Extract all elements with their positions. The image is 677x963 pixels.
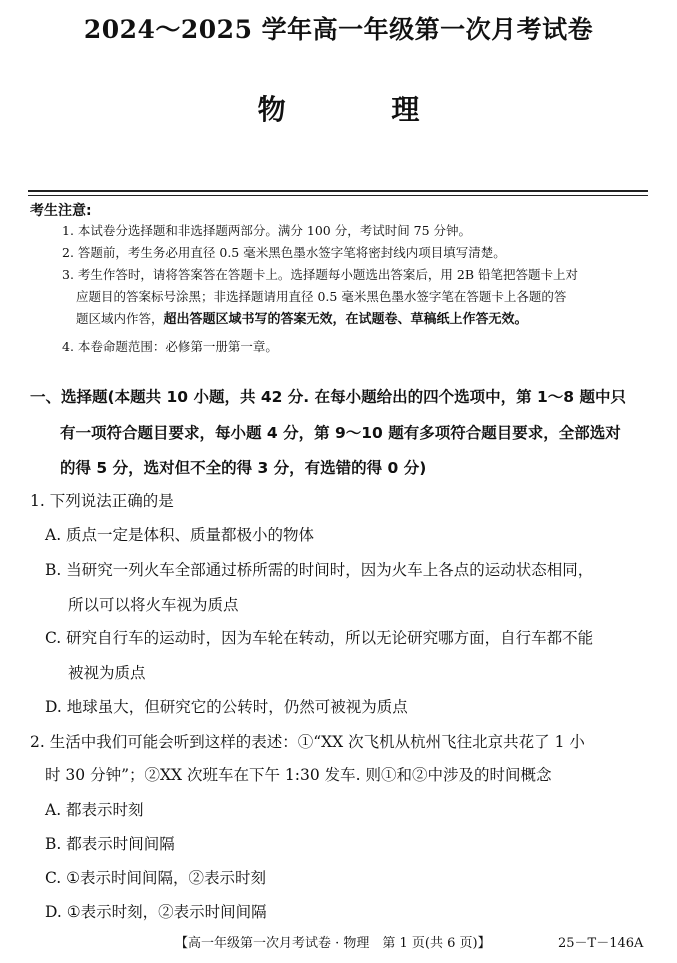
question-2-stem: 2. 生活中我们可能会听到这样的表述：①“XX 次飞机从杭州飞往北京共花了 1 小 [30, 733, 585, 751]
notice-item-3: 3. 考生作答时，请将答案答在答题卡上。选择题每小题选出答案后，用 2B 铅笔把答题卡上对 [62, 267, 578, 282]
notice-item-4: 4. 本卷命题范围：必修第一册第一章。 [62, 339, 278, 354]
footer-page-info: 【高一年级第一次月考试卷 · 物理 第 1 页(共 6 页)】 [175, 936, 491, 951]
footer-paper-code: 25－T－146A [558, 936, 644, 951]
section-heading-line-2: 有一项符合题目要求，每小题 4 分，第 9～10 题有多项符合题目要求，全部选对 [60, 424, 621, 442]
notice-item-3-tail: 题区域内作答， [76, 311, 164, 326]
divider-thin [28, 195, 648, 196]
question-2-option-d: D. ①表示时刻，②表示时间间隔 [45, 903, 267, 921]
notice-item-1: 1. 本试卷分选择题和非选择题两部分。满分 100 分，考试时间 75 分钟。 [62, 223, 472, 238]
exam-title: 2024～2025 学年高一年级第一次月考试卷 [83, 15, 594, 44]
subject-title: 物 理 [257, 93, 468, 126]
notice-emphasis: 超出答题区域书写的答案无效，在试题卷、草稿纸上作答无效。 [163, 312, 528, 327]
question-2-stem-cont: 时 30 分钟”；②XX 次班车在下午 1:30 发车. 则①和②中涉及的时间概念 [45, 766, 552, 784]
question-1-option-d: D. 地球虽大，但研究它的公转时，仍然可被视为质点 [45, 698, 408, 716]
question-1-stem: 1. 下列说法正确的是 [30, 492, 174, 510]
notice-item-3-cont: 应题目的答案标号涂黑；非选择题请用直径 0.5 毫米黑色墨水签字笔在答题卡上各题的答 [76, 289, 567, 304]
question-1-option-b-cont: 所以可以将火车视为质点 [68, 596, 239, 614]
question-2-option-c: C. ①表示时间间隔，②表示时刻 [45, 869, 267, 887]
notice-item-3-cont2 [76, 308, 666, 331]
section-heading-line-3: 的得 5 分，选对但不全的得 3 分，有选错的得 0 分) [60, 459, 427, 477]
divider-thick [28, 190, 648, 192]
question-2-option-b: B. 都表示时间间隔 [45, 835, 175, 853]
question-1-option-b: B. 当研究一列火车全部通过桥所需的时间时，因为火车上各点的运动状态相同， [45, 561, 594, 579]
question-1-option-c: C. 研究自行车的运动时，因为车轮在转动，所以无论研究哪方面，自行车都不能 [45, 629, 594, 647]
question-1-option-a: A. 质点一定是体积、质量都极小的物体 [45, 526, 315, 544]
notice-heading: 考生注意: [30, 203, 92, 219]
section-heading-line-1: 一、选择题(本题共 10 小题，共 42 分. 在每小题给出的四个选项中，第 1～8 题中只 [30, 388, 626, 406]
question-1-option-c-cont: 被视为质点 [68, 664, 146, 682]
notice-item-2: 2. 答题前，考生务必用直径 0.5 毫米黑色墨水签字笔将密封线内项目填写清楚。 [62, 245, 506, 260]
question-2-option-a: A. 都表示时刻 [45, 801, 144, 819]
